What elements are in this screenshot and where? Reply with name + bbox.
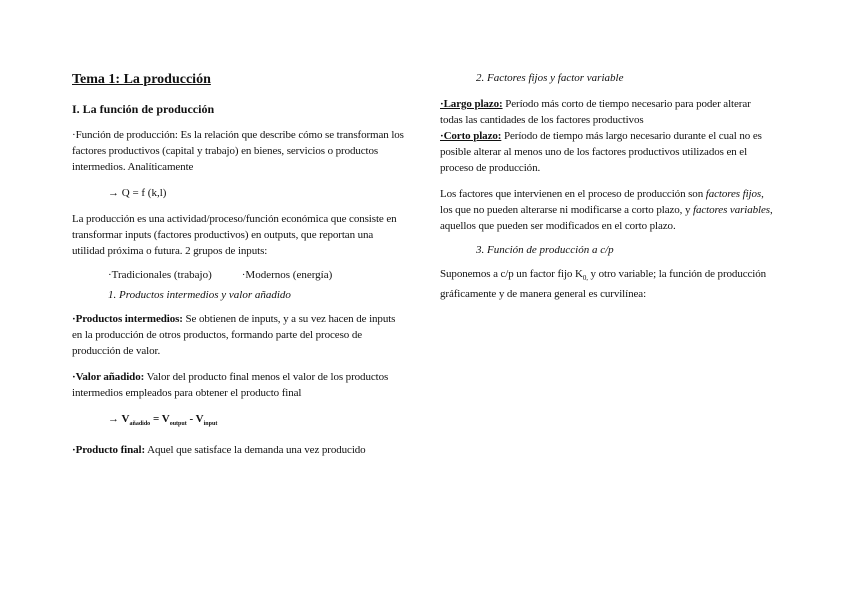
page-title: Tema 1: La producción [72,72,211,87]
value-added-text: Valor del producto final menos el valor de los productos intermedios empleados para obtener el producto final [72,371,389,399]
short-term-text: Período de tiempo más largo necesario durante el cual no es posible alterar al menos uno de los factores productivos utilizados en el proceso de producción. [440,130,762,174]
long-term-label: ·Largo plazo: [440,98,503,110]
subsection-heading-3: 3. Función de producción a c/p [476,244,614,256]
production-paragraph: La producción es una actividad/proceso/función económica que consiste en transformar inputs (factores productivos) en outputs, que reportan una utilidad próxima o futura. 2 grupos de inputs: [72,213,397,257]
short-term-function-paragraph: Suponemos a c/p un factor fijo $K_{0,}$ y otro variable; la función de producción gráficamente y de manera general es curvilínea: [440,268,767,301]
short-term-paragraph [440,128,776,176]
value-added-paragraph [72,369,408,401]
intermediate-products-paragraph [72,311,408,359]
short-term-label: ·Corto plazo: [440,130,502,142]
long-term-paragraph [440,96,776,128]
definition-paragraph: ·Función de producción: Es la relación que describe cómo se transforman los factores productivos (capital y trabajo) en bienes, servicios o productos intermedios. Analíticamente [72,129,404,173]
section-heading: I. La función de producción [72,102,215,116]
value-added-formula: → $V_{añadido} = V_{output} - V_{input}$ [108,413,218,428]
inputs-list [108,269,408,281]
subsection-heading-1: 1. Productos intermedios y valor añadido [108,289,291,301]
final-product-label: ·Producto final: [72,444,146,457]
factors-paragraph: Los factores que intervienen en el proceso de producción son factores fijos, los que no pueden alterarse ni modificarse a corto plazo, y factores variables, aquellos que pueden ser modificados en el corto plazo. [440,188,773,232]
intermediate-products-label: ·Productos intermedios: [72,313,183,325]
right-column [440,72,776,312]
subsection-heading-2: 2. Factores fijos y factor variable [476,72,624,84]
long-term-text: Período más corto de tiempo necesario para poder alterar todas las cantidades de los factores productivos [440,98,751,126]
input-modern: ·Modernos (energía) [241,269,333,281]
value-added-label: ·Valor añadido: [72,371,145,383]
final-product-text: Aquel que satisface la demanda una vez producido [145,444,366,457]
production-function-formula: → Q = f (k,l) [108,187,167,199]
final-product-paragraph [72,442,408,458]
intermediate-products-text: Se obtienen de inputs, y a su vez hacen de inputs en la producción de otros productos, formando parte del proceso de producción de valor. [72,313,396,357]
input-traditional: ·Tradicionales (trabajo) [108,269,212,281]
left-column [72,72,408,468]
